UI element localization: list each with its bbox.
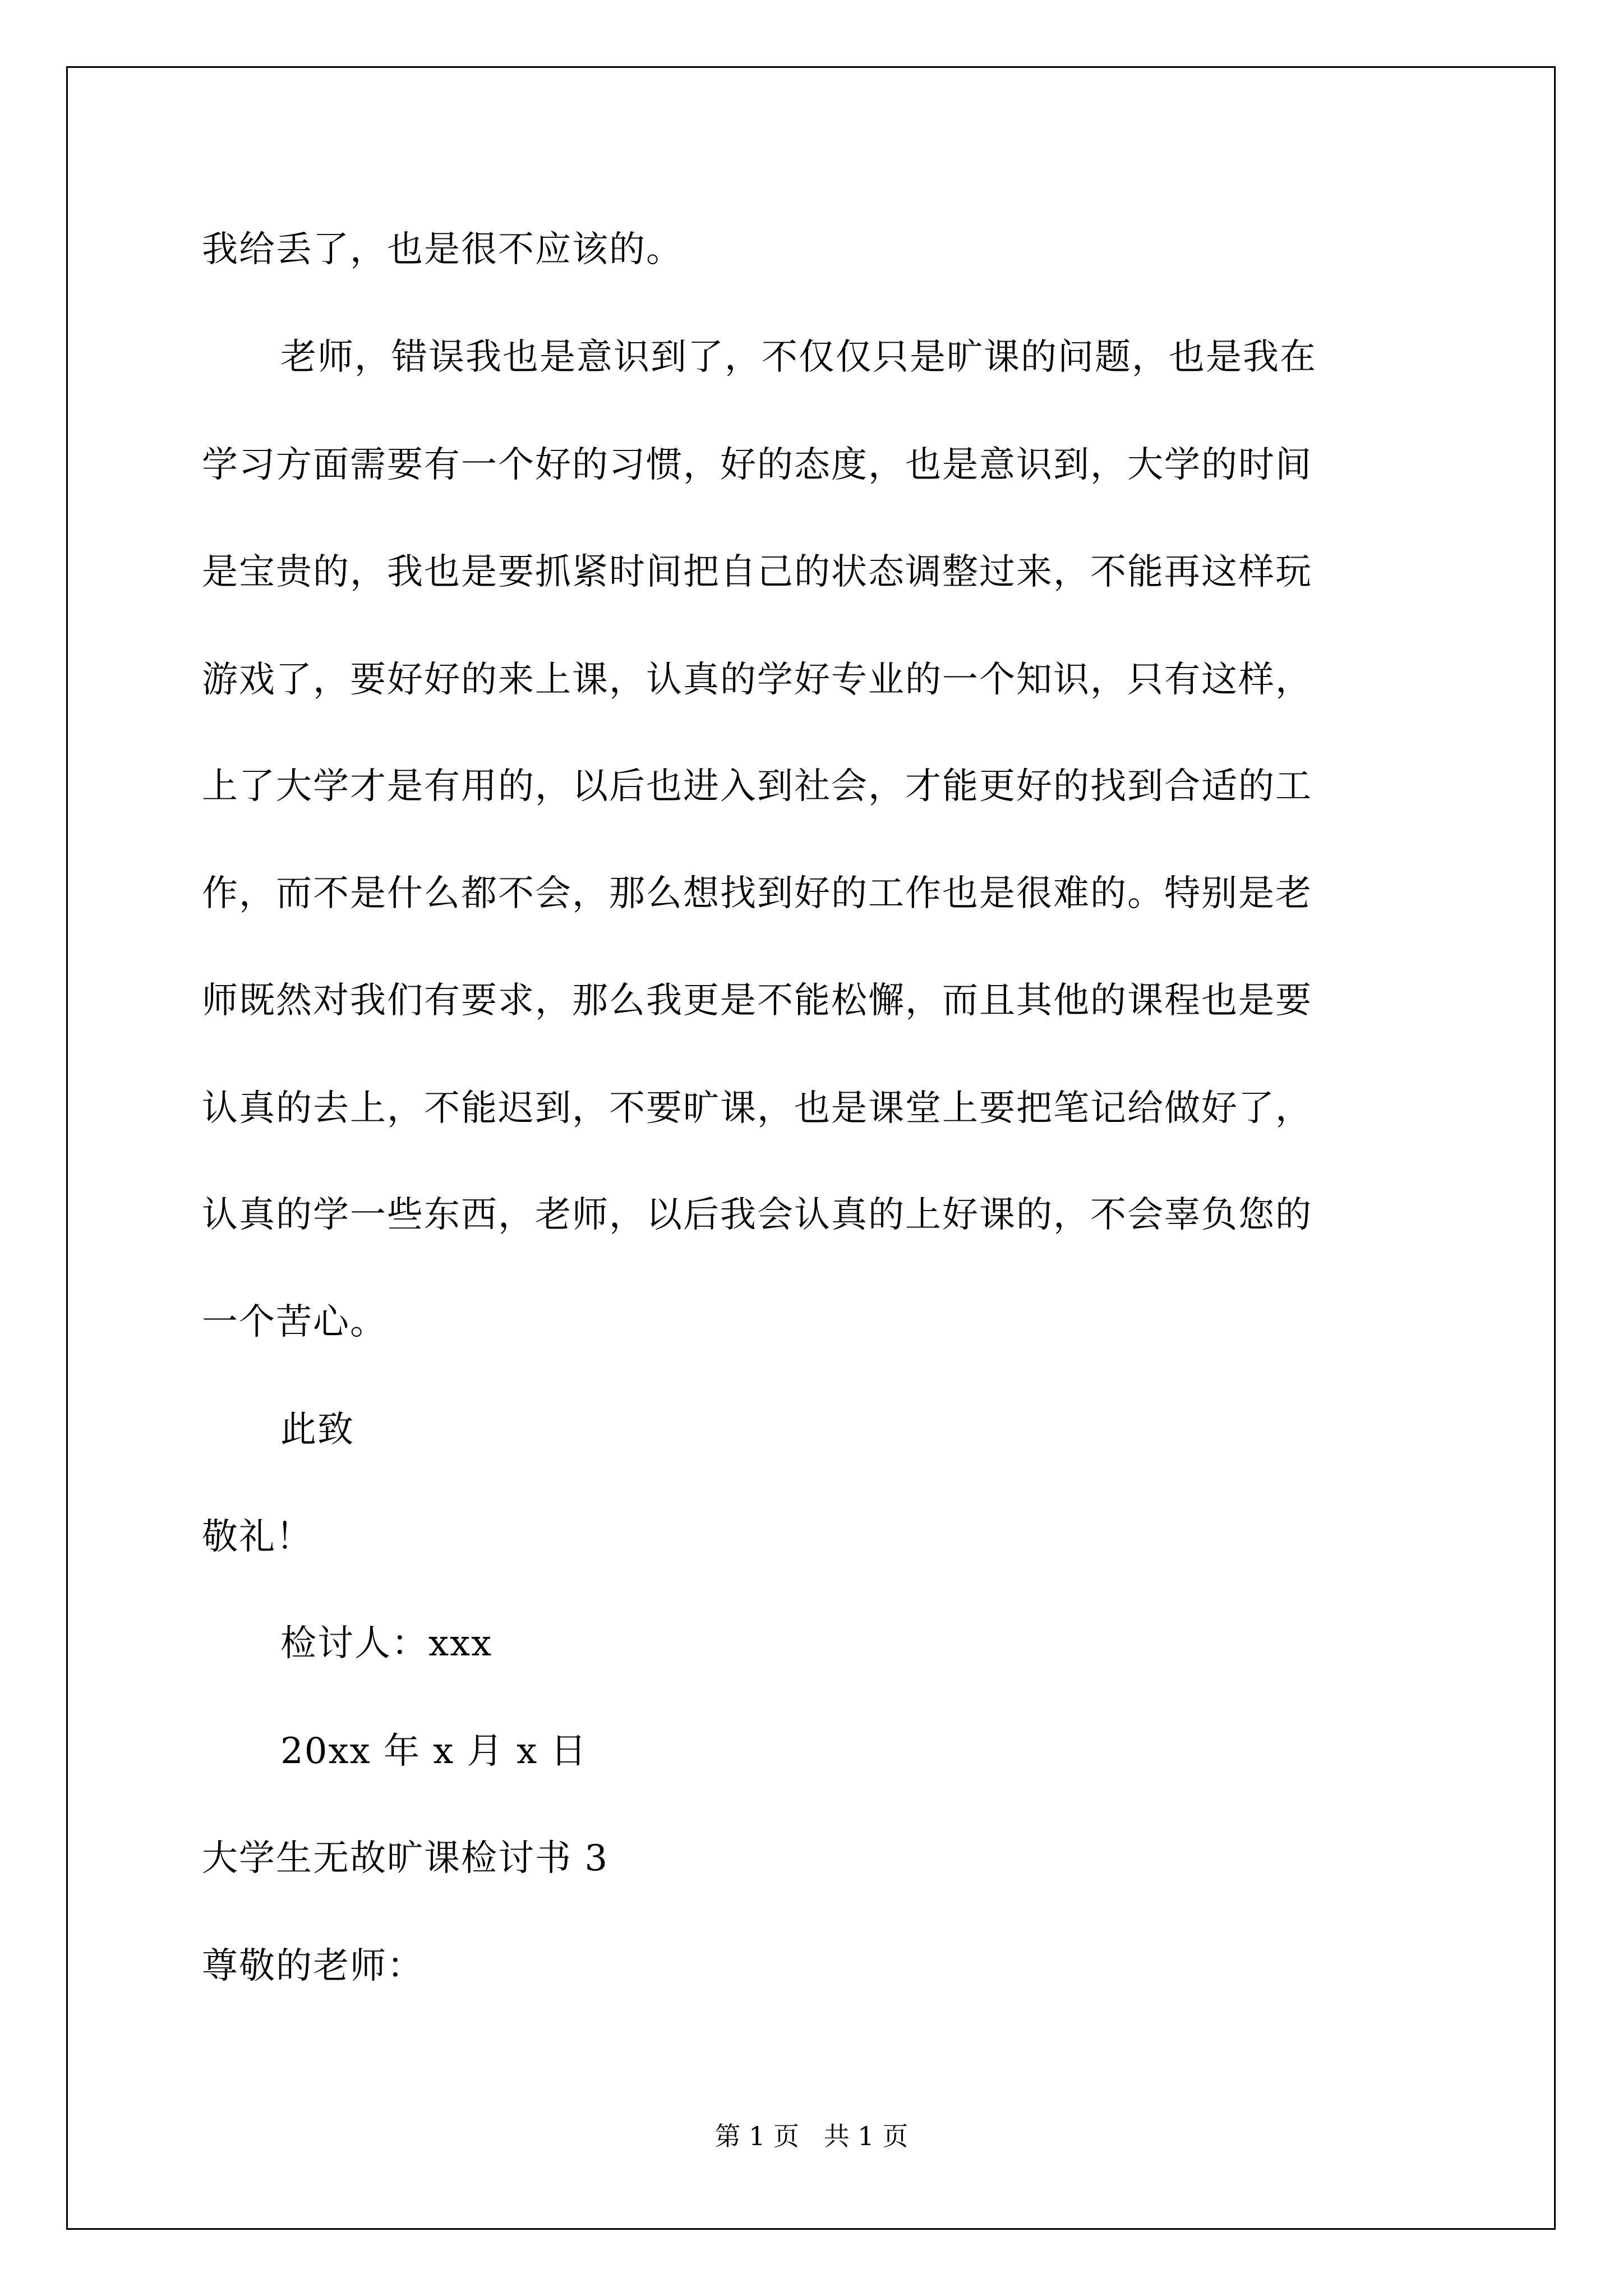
- closing-regards: 敬礼！: [202, 1516, 313, 1558]
- text-line-3: 学习方面需要有一个好的习惯，好的态度，也是意识到，大学的时间: [202, 444, 1312, 486]
- text-line-8: 师既然对我们有要求，那么我更是不能松懈，而且其他的课程也是要: [202, 980, 1312, 1022]
- signature-line: 检讨人：xxx: [280, 1623, 493, 1664]
- text-line-10: 认真的学一些东西，老师，以后我会认真的上好课的，不会辜负您的: [202, 1194, 1312, 1236]
- text-line-5: 游戏了，要好好的来上课，认真的学好专业的一个知识，只有这样，: [202, 659, 1312, 701]
- text-line-6: 上了大学才是有用的，以后也进入到社会，才能更好的找到合适的工: [202, 766, 1312, 807]
- text-line-2: 老师，错误我也是意识到了，不仅仅只是旷课的问题，也是我在: [280, 337, 1317, 378]
- closing-salutation: 此致: [280, 1409, 354, 1451]
- date-line: 20xx 年 x 月 x 日: [280, 1731, 588, 1772]
- text-line-1: 我给丢了，也是很不应该的。: [202, 229, 683, 270]
- text-line-4: 是宝贵的，我也是要抓紧时间把自己的状态调整过来，不能再这样玩: [202, 551, 1312, 593]
- greeting-line: 尊敬的老师：: [202, 1945, 424, 1987]
- text-line-9: 认真的去上，不能迟到，不要旷课，也是课堂上要把笔记给做好了，: [202, 1088, 1312, 1129]
- section-heading: 大学生无故旷课检讨书 3: [202, 1838, 609, 1879]
- page-footer: 第 1 页 共 1 页: [714, 2121, 909, 2151]
- text-line-11: 一个苦心。: [202, 1301, 387, 1343]
- text-line-7: 作，而不是什么都不会，那么想找到好的工作也是很难的。特别是老: [202, 873, 1312, 914]
- page-border: [66, 66, 1556, 2230]
